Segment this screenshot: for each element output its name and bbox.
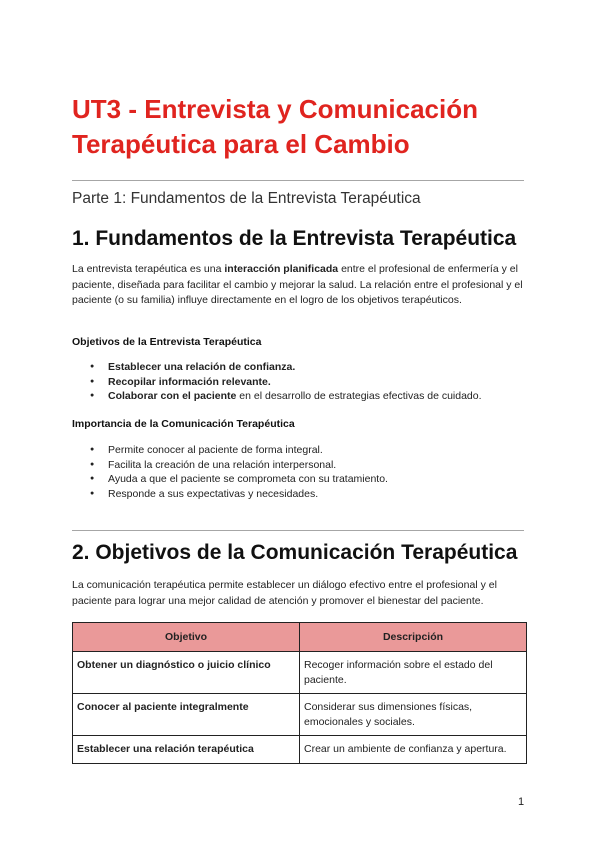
table-header-row	[73, 623, 527, 652]
divider	[72, 180, 524, 181]
table-row	[73, 694, 527, 736]
table-cell-descripcion: Considerar sus dimensiones físicas, emocionales y sociales.	[300, 694, 527, 736]
intro-text: La entrevista terapéutica es una	[72, 263, 225, 275]
list-item: ● Permite conocer al paciente de forma integral.	[72, 443, 528, 458]
objectives-table	[72, 622, 527, 764]
table-cell-objetivo: Conocer al paciente integralmente	[73, 694, 300, 736]
document-title: UT3 - Entrevista y Comunicación Terapéutica para el Cambio	[72, 94, 478, 159]
section-2-heading: 2. Objetivos de la Comunicación Terapéutica	[72, 541, 518, 564]
page-number: 1	[518, 796, 525, 808]
list-item-bold: Establecer una relación de confianza.	[108, 361, 296, 373]
list-item	[72, 389, 528, 404]
list-item: ● Ayuda a que el paciente se comprometa con su tratamiento.	[72, 472, 528, 487]
list-item-bold: Colaborar con el paciente	[108, 390, 237, 402]
importance-heading: Importancia de la Comunicación Terapéutica	[72, 418, 295, 430]
importance-list	[72, 443, 528, 501]
section-2-intro: La comunicación terapéutica permite establecer un diálogo efectivo entre el profesional y el paciente para lograr una mejor calidad de atención y promover el bienestar del paciente.	[72, 579, 497, 607]
table-row	[73, 736, 527, 764]
section-1-intro	[72, 262, 528, 309]
table-cell-objetivo: Obtener un diagnóstico o juicio clínico	[73, 652, 300, 694]
table-cell-objetivo: Establecer una relación terapéutica	[73, 736, 300, 764]
table-cell-descripcion: Recoger información sobre el estado del paciente.	[300, 652, 527, 694]
table-cell-descripcion: Crear un ambiente de confianza y apertura.	[300, 736, 527, 764]
intro-bold-text: interacción planificada	[224, 263, 339, 275]
table-header-objetivo: Objetivo	[73, 623, 300, 652]
table-row	[73, 652, 527, 694]
list-item	[72, 375, 528, 390]
intro-text-rest: entre el profesional de enfermería y el paciente, diseñada para facilitar el cambio y mejorar la salud. La relación entre el profesional y el paciente (o su familia) influye directamente en el logro de los objetivos terapéuticos.	[72, 263, 523, 306]
table-header-descripcion: Descripción	[300, 623, 527, 652]
part-subtitle: Parte 1: Fundamentos de la Entrevista Terapéutica	[72, 190, 421, 207]
divider	[72, 530, 524, 531]
objectives-list	[72, 360, 528, 404]
section-1-heading: 1. Fundamentos de la Entrevista Terapéutica	[72, 227, 517, 250]
list-item	[72, 360, 528, 375]
list-item: ● Facilita la creación de una relación interpersonal.	[72, 458, 528, 473]
objectives-heading: Objetivos de la Entrevista Terapéutica	[72, 336, 262, 348]
list-item-text: en el desarrollo de estrategias efectivas de cuidado.	[236, 390, 482, 402]
list-item-bold: Recopilar información relevante.	[108, 375, 271, 388]
list-item: ● Responde a sus expectativas y necesidades.	[72, 487, 528, 502]
